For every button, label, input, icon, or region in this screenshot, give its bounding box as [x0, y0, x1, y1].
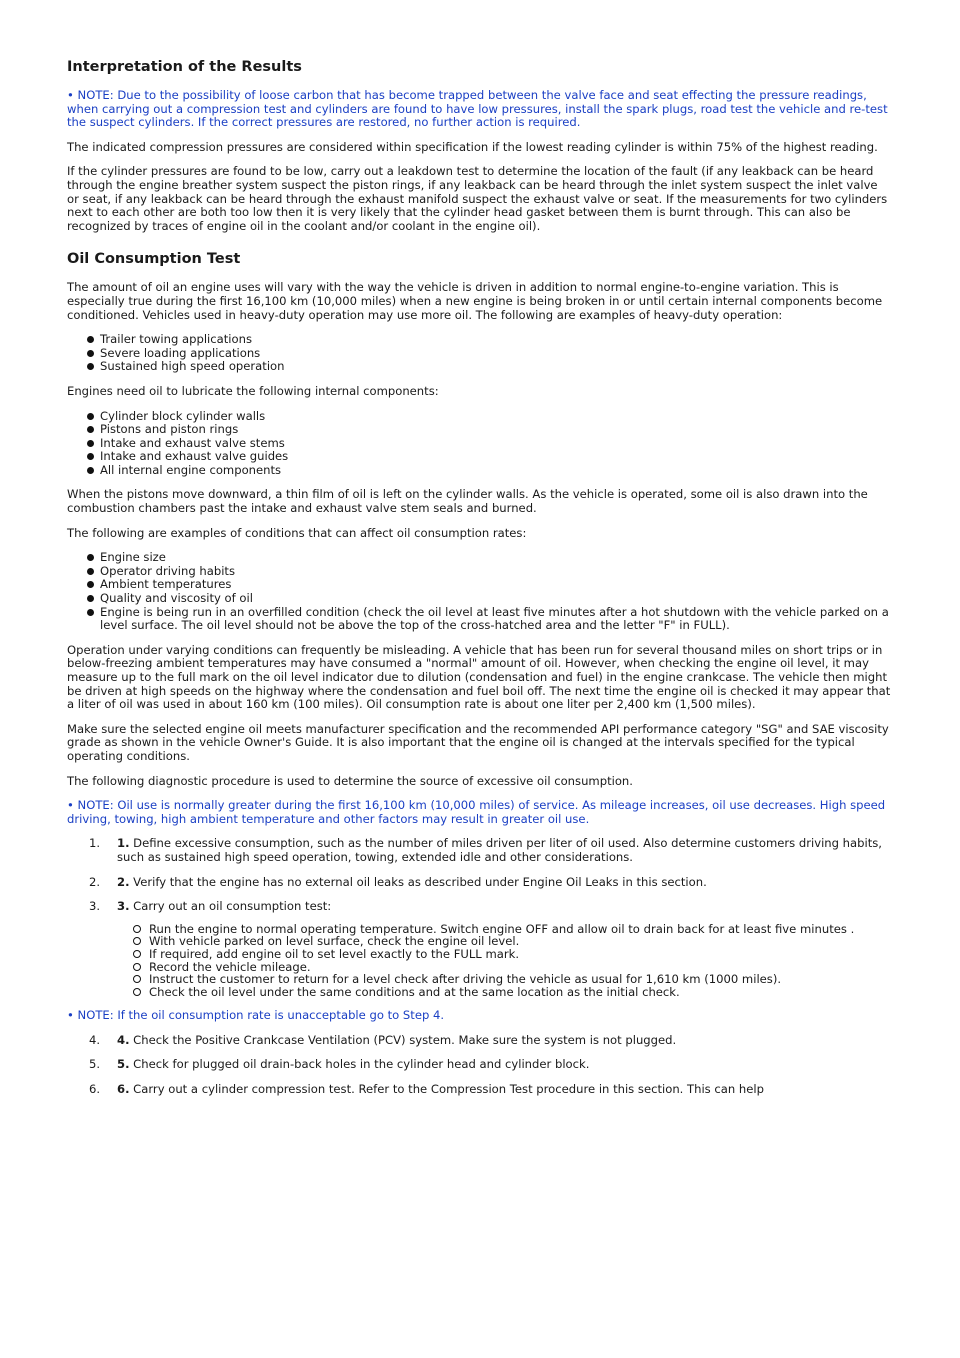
circle-bullet-icon: [133, 937, 141, 945]
step-number: 5.: [89, 1057, 101, 1072]
list-item: Sustained high speed operation: [87, 360, 893, 374]
list-item: All internal engine components: [87, 464, 893, 478]
step-number: 6.: [89, 1082, 101, 1097]
note-oil-use: • NOTE: Oil use is normally greater during the first 16,100 km (10,000 miles) of service. As mileage increases, oil use decreases. High speed driving, towing, high ambient temperature and other factors may result in greater oil use.: [67, 798, 886, 826]
step-item: 2. 2. Verify that the engine has no external oil leaks as described under Engine Oil Leaks in this section.: [89, 874, 707, 889]
list-item: Pistons and piston rings: [87, 423, 893, 437]
heading-interpretation: Interpretation of the Results: [67, 59, 302, 75]
paragraph-diagnostic: The following diagnostic procedure is used to determine the source of excessive oil consumption.: [67, 773, 633, 788]
substep-item: Check the oil level under the same conditions and at the same location as the initial check.: [133, 986, 893, 999]
step-item: 5. 5. Check for plugged oil drain-back holes in the cylinder head and cylinder block.: [89, 1057, 590, 1072]
step-item: 3. 3. Carry out an oil consumption test: Run the engine to normal operating temperature. Switch engine OFF and allow oil to drain back for at least five minutes . With vehicle parked on level surface, check the engine oil level. If required, add engine oil to set level exactly to the FULL mark. Record the vehicle mileage. Instruct the customer to return for a level check after driving the vehicle as usual for 1,610 km (1000 miles). Check the oil level under the same conditions and at the same location as the initial check.: [67, 900, 893, 998]
substep-item: With vehicle parked on level surface, check the engine oil level.: [133, 935, 893, 948]
bullet-icon: [87, 568, 94, 575]
bullet-icon: [87, 609, 94, 616]
step-item: 6. 6. Carry out a cylinder compression test. Refer to the Compression Test procedure in this section. This can help: [89, 1082, 764, 1097]
substeps-list: [117, 923, 893, 999]
paragraph-leakdown: If the cylinder pressures are found to be low, carry out a leakdown test to determine the location of the fault (if any leakback can be heard through the engine breather system suspect the piston rings, if any leakback can be heard through the inlet system suspect the inlet valve or seat, if any leakback can be heard through the exhaust manifold suspect the exhaust valve or seat. If the measurements for two cylinders next to each other are both too low then it is very likely that the cylinder head gasket between them is burnt through. This can also be recognized by traces of engine oil in the coolant and/or coolant in the engine oil).: [67, 164, 888, 233]
note-step4: • NOTE: If the oil consumption rate is unacceptable go to Step 4.: [67, 1008, 445, 1023]
list-item: Ambient temperatures: [87, 578, 893, 592]
steps-list-b: [67, 1034, 893, 1097]
substep-item: Instruct the customer to return for a level check after driving the vehicle as usual for 1,610 km (1000 miles).: [133, 973, 893, 986]
bullet-icon: [87, 426, 94, 433]
paragraph-compression-spec: The indicated compression pressures are considered within specification if the lowest reading cylinder is within 75% of the highest reading.: [67, 139, 878, 154]
bullet-icon: [87, 581, 94, 588]
substep-item: Run the engine to normal operating temperature. Switch engine OFF and allow oil to drain back for at least five minutes .: [133, 923, 893, 936]
bullet-icon: [87, 453, 94, 460]
heading-oil-consumption: Oil Consumption Test: [67, 251, 241, 268]
step-number: 3.: [89, 899, 101, 914]
list-item: Operator driving habits: [87, 565, 893, 579]
document-page: [67, 58, 893, 1108]
bullet-icon: [87, 350, 94, 357]
bullet-icon: [87, 595, 94, 602]
circle-bullet-icon: [133, 975, 141, 983]
paragraph-lubricate: Engines need oil to lubricate the following internal components:: [67, 383, 439, 398]
list-item: Engine size: [87, 551, 893, 565]
step-item: 4. 4. Check the Positive Crankcase Ventilation (PCV) system. Make sure the system is not plugged.: [89, 1032, 677, 1047]
list-item: Intake and exhaust valve guides: [87, 450, 893, 464]
list-heavy-duty: [67, 333, 893, 374]
note-loose-carbon: • NOTE: Due to the possibility of loose carbon that has become trapped between the valve face and seat effecting the pressure readings, when carrying out a compression test and cylinders are found to have low pressures, install the spark plugs, road test the vehicle and re-test the suspect cylinders. If the correct pressures are restored, no further action is required.: [67, 88, 888, 130]
bullet-icon: [87, 440, 94, 447]
list-item: Severe loading applications: [87, 347, 893, 361]
list-item: Quality and viscosity of oil: [87, 592, 893, 606]
step-number: 1.: [89, 836, 101, 851]
list-conditions: [67, 551, 893, 633]
step-item: 1. 1. Define excessive consumption, such as the number of miles driven per liter of oil used. Also determine customers driving habits, such as sustained high speed operation, towing, extended idle and other considerations.: [89, 836, 882, 864]
substep-item: Record the vehicle mileage.: [133, 961, 893, 974]
list-item: Engine is being run in an overfilled condition (check the oil level at least five minutes after a hot shutdown with the vehicle parked on a level surface. The oil level should not be above the top of the cross-hatched area and the letter "F" in FULL).: [87, 606, 893, 633]
circle-bullet-icon: [133, 925, 141, 933]
bullet-icon: [87, 413, 94, 420]
substep-item: If required, add engine oil to set level exactly to the FULL mark.: [133, 948, 893, 961]
paragraph-conditions: The following are examples of conditions that can affect oil consumption rates:: [67, 525, 527, 540]
circle-bullet-icon: [133, 963, 141, 971]
bullet-icon: [87, 467, 94, 474]
paragraph-oil-amount: The amount of oil an engine uses will vary with the way the vehicle is driven in addition to normal engine-to-engine variation. This is especially true during the first 16,100 km (10,000 miles) when a new engine is being broken in or until certain internal components become conditioned. Vehicles used in heavy-duty operation may use more oil. The following are examples of heavy-duty operation:: [67, 280, 883, 322]
bullet-icon: [87, 363, 94, 370]
step-number: 4.: [89, 1032, 101, 1047]
step-number: 2.: [89, 874, 101, 889]
paragraph-varying-conditions: Operation under varying conditions can frequently be misleading. A vehicle that has been run for several thousand miles on short trips or in below-freezing ambient temperatures may have consumed a "normal" amount of oil. However, when checking the engine oil level, it may measure up to the full mark on the oil level indicator due to dilution (condensation and fuel) in the engine crankcase. The vehicle then might be driven at high speeds on the highway where the condensation and fuel boil off. The next time the engine oil is checked it may appear that a liter of oil was used in about 160 km (100 miles). Oil consumption rate is about one liter per 2,400 km (1,500 miles).: [67, 642, 891, 712]
list-item: Trailer towing applications: [87, 333, 893, 347]
circle-bullet-icon: [133, 950, 141, 958]
steps-list-a: [67, 837, 893, 998]
list-components: [67, 410, 893, 478]
bullet-icon: [87, 336, 94, 343]
list-item: Cylinder block cylinder walls: [87, 410, 893, 424]
list-item: Intake and exhaust valve stems: [87, 437, 893, 451]
paragraph-oil-spec: Make sure the selected engine oil meets manufacturer specification and the recommended API performance category "SG" and SAE viscosity grade as shown in the vehicle Owner's Guide. It is also important that the engine oil is changed at the intervals specified for the typical operating conditions.: [67, 721, 889, 763]
circle-bullet-icon: [133, 988, 141, 996]
paragraph-pistons: When the pistons move downward, a thin film of oil is left on the cylinder walls. As the vehicle is operated, some oil is also drawn into the combustion chambers past the intake and exhaust valve stem seals and burned.: [67, 487, 868, 516]
bullet-icon: [87, 554, 94, 561]
